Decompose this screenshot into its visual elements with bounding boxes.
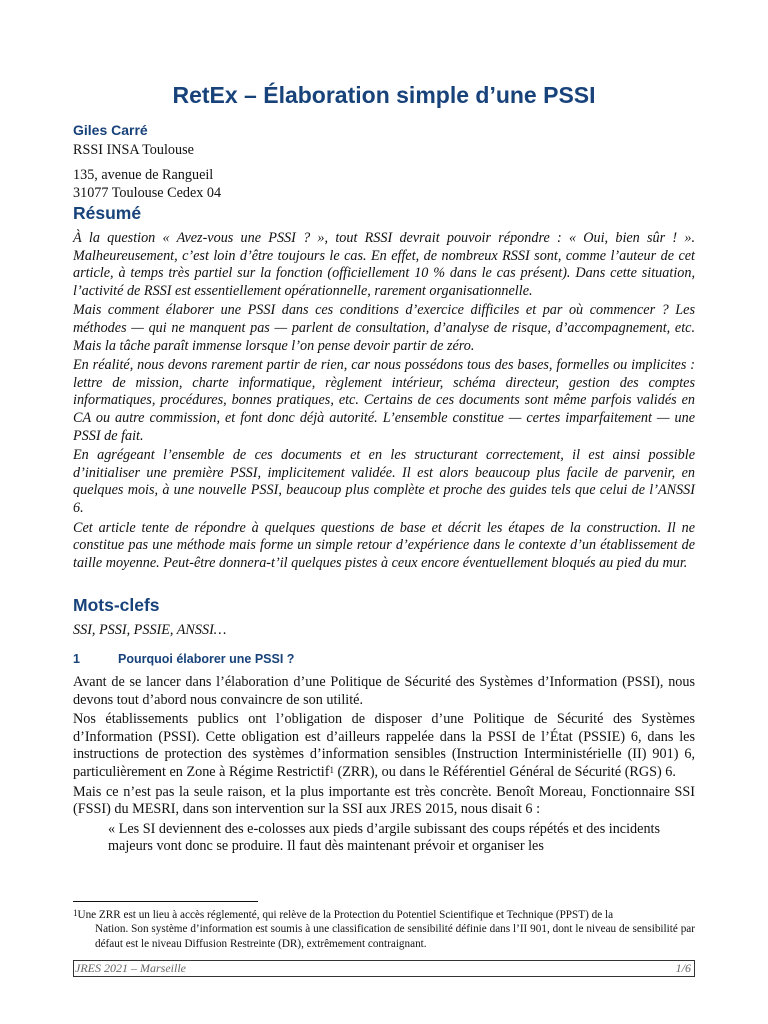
abstract-paragraph: En réalité, nous devons rarement partir de rien, car nous possédons tous des bases, formelles ou implicites : lettre de mission, charte informatique, règlement intérieur, schéma directeur, gestion des comptes informatiques, procédures, bonnes pratiques, etc. Certains de ces documents sont même parfois validés en CA ou autre commission, et font donc déjà autorité. L’ensemble constitue — certes imparfaitement — une PSSI de fait. [73,357,695,444]
keywords-heading: Mots-clefs [73,595,160,615]
footnote-text-continued: Nation. Son système d’information est soumis à une classification de sensibilité définie dans l’II 901, dont le niveau de sensibilité par défaut est le niveau Diffusion Restreinte (DR), extrêmement contraignant. [95,923,695,950]
abstract-body [73,230,695,574]
body-paragraph: Avant de se lancer dans l’élaboration d’une Politique de Sécurité des Systèmes d’Information (PSSI), nous devons tout d’abord nous convaincre de son utilité. [73,674,695,708]
body-text: Nos établissements publics ont l’obligation de disposer d’une Politique de Sécurité des Systèmes d’Information (PSSI). Cette obligation est d’ailleurs rappelée dans la PSSI de l’État (PSSIE) 6, dans les instructions de protection des systèmes d’information sensibles (Instruction Interministérielle (II) 901) 6, particulièrement en Zone à Régime Restrictif [73,711,695,780]
abstract-paragraph: À la question « Avez-vous une PSSI ? », tout RSSI devrait pouvoir répondre : « Oui, bien sûr ! ». Malheureusement, c’est loin d’être toujours le cas. En effet, de nombreux RSSI sont, comme l’auteur de cet article, à temps très partiel sur la fonction (officiellement 10 % dans le cas présent). Dans cette situation, l’activité de RSSI est essentiellement opérationnelle, rarement organisationnelle. [73,230,695,299]
abstract-paragraph: Mais comment élaborer une PSSI dans ces conditions d’exercice difficiles et par où commencer ? Les méthodes — qui ne manquent pas — parlent de consultation, d’analyse de risque, d’accompagnement, etc. Mais la tâche paraît immense lorsque l’on pense devoir partir de zéro. [73,302,695,354]
quote-paragraph: « Les SI deviennent des e-colosses aux pieds d’argile subissant des coups répétés et des incidents majeurs vont donc se produire. Il faut dès maintenant prévoir et organiser les [108,820,660,855]
body-paragraph [73,711,695,781]
section-number: 1 [73,652,80,666]
footnote [73,908,695,951]
section-title: Pourquoi élaborer une PSSI ? [118,652,295,666]
body-paragraph: Mais ce n’est pas la seule raison, et la plus importante est très concrète. Benoît Moreau, Fonctionnaire SSI (FSSI) du MESRI, dans son intervention sur la SSI aux JRES 2015, nous disait 6 : [73,783,695,818]
footnote-separator [73,901,258,902]
abstract-paragraph: Cet article tente de répondre à quelques questions de base et décrit les étapes de la construction. Il ne constitue pas une méthode mais forme un simple retour d’expérience dans le contexte d’un établissement de taille moyenne. Peut-être donnera-t’il quelques pistes à ceux encore éventuellement bloqués au pied du mur. [73,519,695,571]
footer-conference: JRES 2021 – Marseille [75,961,186,975]
body-text: (ZRR), ou dans le Référentiel Général de Sécurité (RGS) 6. [333,763,676,780]
paper-title: RetEx – Élaboration simple d’une PSSI [172,82,596,108]
footnote-mark: 1 [73,908,78,918]
footnote-reference[interactable]: 1 [329,764,334,775]
author-address-street: 135, avenue de Rangueil [73,167,214,183]
keywords-text: SSI, PSSI, PSSIE, ANSSI… [73,622,227,638]
author-affiliation: RSSI INSA Toulouse [73,141,194,158]
author-block [73,122,221,202]
footnote-text: Une ZRR est un lieu à accès réglementé, qui relève de la Protection du Potentiel Scientifique et Technique (PPST) de la [77,909,614,921]
abstract-paragraph: En agrégeant l’ensemble de ces documents et en les structurant correctement, il est ainsi possible d’initialiser une première PSSI, implicitement validée. Il est alors beaucoup plus facile de parvenir, en quelques mois, à une nouvelle PSSI, beaucoup plus complète et proche des guides tels que celui de l’ANSSI 6. [73,447,695,516]
section-heading [73,652,294,666]
page-footer [73,960,695,977]
author-name: Giles Carré [73,122,148,138]
author-address-city: 31077 Toulouse Cedex 04 [73,184,222,201]
footer-page-number: 1/6 [675,961,691,975]
section-body [73,674,695,858]
abstract-heading: Résumé [73,203,142,223]
